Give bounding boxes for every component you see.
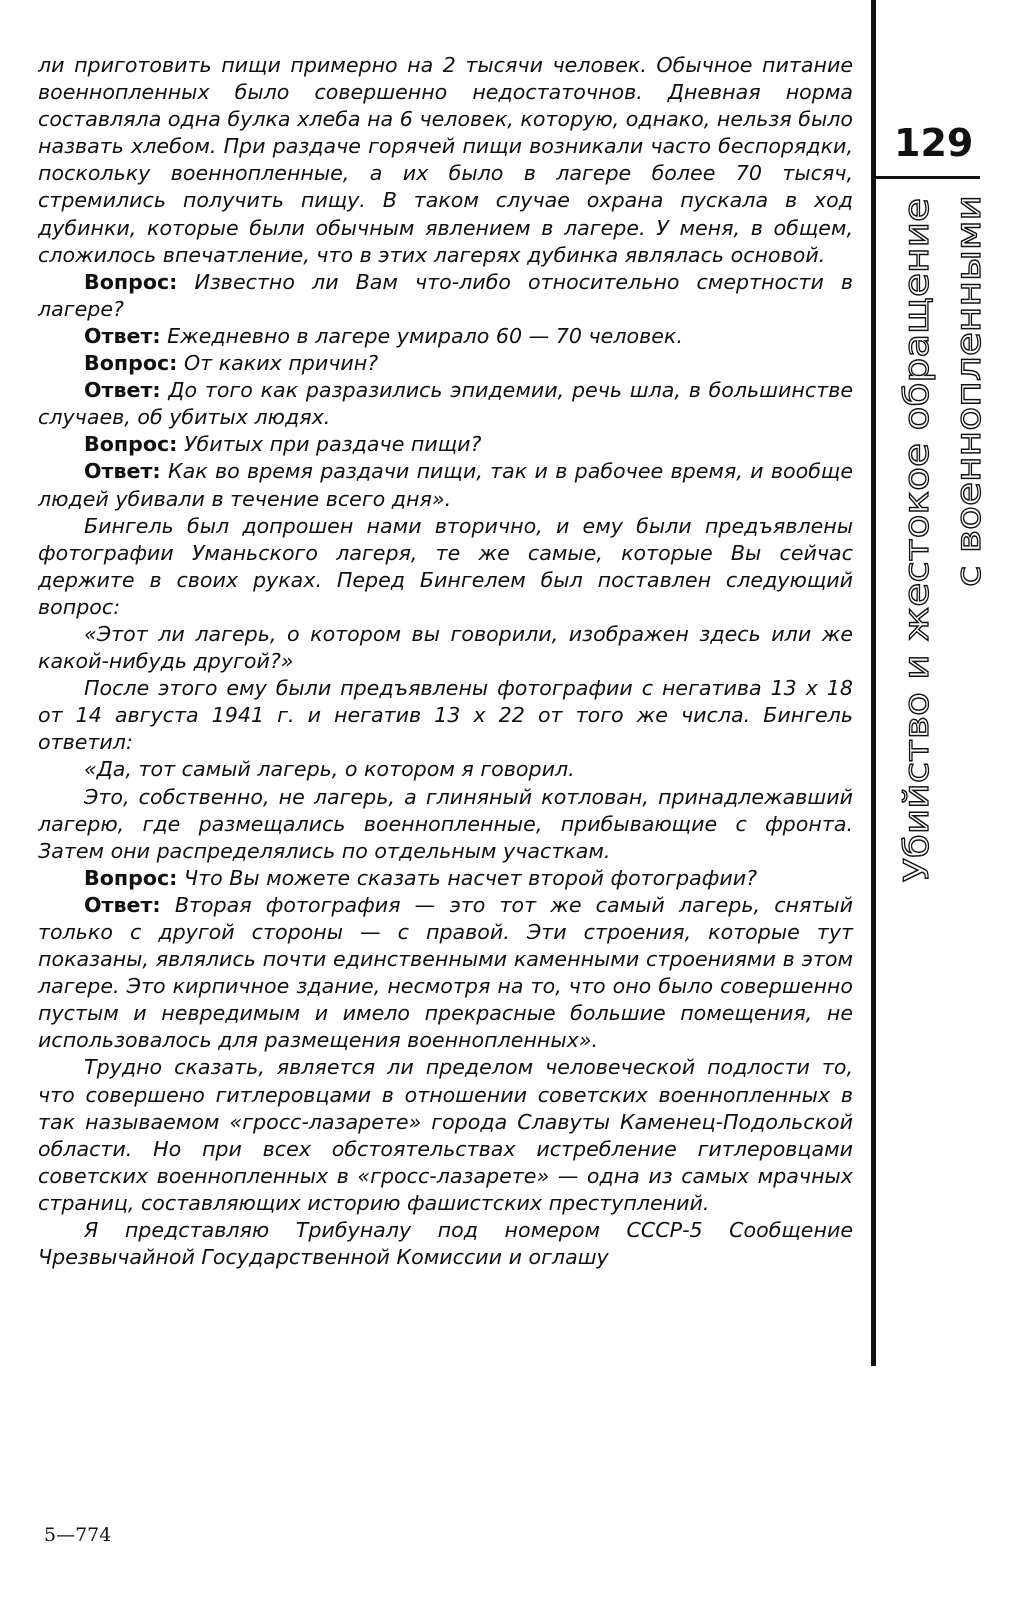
qa-question [38,269,853,323]
qa-label: Вопрос: [84,269,178,294]
qa-answer [38,892,853,1055]
qa-label: Ответ: [84,892,161,917]
paragraph: «Этот ли лагерь, о котором вы говорили, изображен здесь или же какой-нибудь другой?» [38,621,853,674]
paragraph: После этого ему были предъявлены фотографии с негатива 13 х 18 от 14 августа 1941 г. и негатив 13 х 22 от того же числа. Бингель ответил: [38,676,853,755]
qa-text: Вторая фотография — это тот же самый лагерь, снятый только с другой стороны — с правой. Эти строения, которые тут показаны, являлись почти единственными каменными строениями в этом лагере. Это кирпичное здание, несмотря на то, что оно было совершенно пустым и невредимым и имело прекрасные большие помещения, не использовалось для размещения военнопленных». [38,892,854,1053]
qa-answer [38,458,853,512]
qa-label: Вопрос: [84,865,178,890]
running-head-line2: с военнопленными [949,246,989,587]
paragraph: «Да, тот самый лагерь, о котором я говорил. [84,757,575,782]
page-number-rule [876,176,980,179]
qa-label: Ответ: [84,378,161,403]
qa-text: От каких причин? [183,351,379,376]
paragraph: ли приготовить пищи примерно на 2 тысячи человек. Обычное питание военнопленных было совершенно недостаточнов. Дневная норма составляла одна булка хлеба на 6 человек, которую, однако, нельзя было назвать хлебом. При раздаче горячей пищи возникали часто беспорядки, поскольку военнопленные, а их было в лагере более 70 тысяч, стремились получить пищу. В таком случае охрана пускала в ход дубинки, которые были обычным явлением в лагере. У меня, в общем, сложилось впечатление, что в этих лагерях дубинка являлась основой. [38,53,853,267]
qa-label: Ответ: [84,459,161,484]
qa-text: Известно ли Вам что-либо относительно смертности в лагере? [38,269,854,321]
qa-text: Что Вы можете сказать насчет второй фотографии? [183,865,758,890]
qa-question [38,350,853,377]
paragraph: Я представляю Трибуналу под номером СССР-5 Сообщение Чрезвычайной Государственной Комиссии и оглашу [38,1218,853,1270]
running-head-line1: Убийство и жестокое обращение [897,286,937,882]
running-head [888,192,998,888]
qa-answer [38,323,853,350]
qa-label: Вопрос: [84,351,178,376]
body-text [38,52,853,1271]
margin-rule [871,0,876,1366]
qa-text: Как во время раздачи пищи, так и в рабочее время, и вообще людей убивали в течение всего дня». [38,459,854,511]
qa-text: До того как разразились эпидемии, речь шла, в большинстве случаев, об убитых людях. [38,378,853,430]
qa-answer [38,377,853,431]
qa-text: Ежедневно в лагере умирало 60 — 70 человек. [167,323,683,348]
paragraph: Бингель был допрошен нами вторично, и ему были предъявлены фотографии Уманьского лагеря, те же самые, которые Вы сейчас держите в своих руках. Перед Бингелем был поставлен следующий вопрос: [38,513,853,619]
folio: 5—774 [44,1524,112,1546]
qa-label: Ответ: [84,323,161,348]
page-number: 129 [894,121,974,165]
qa-question [38,865,853,892]
qa-question [38,431,853,458]
paragraph: Это, собственно, не лагерь, а глиняный котлован, принадлежавший лагерю, где размещались военнопленные, прибывающие с фронта. Затем они распределялись по отдельным участкам. [38,784,853,863]
paragraph: Трудно сказать, является ли пределом человеческой подлости то, что совершено гитлеровцами в отношении советских военнопленных в так называемом «гросс-лазарете» города Славуты Каменец-Подольской области. Но при всех обстоятельствах истребление гитлеровцами советских военнопленных в «гросс-лазарете» — одна из самых мрачных страниц, составляющих историю фашистских преступлений. [38,1055,853,1215]
qa-text: Убитых при раздаче пищи? [183,432,482,457]
qa-label: Вопрос: [84,432,178,457]
